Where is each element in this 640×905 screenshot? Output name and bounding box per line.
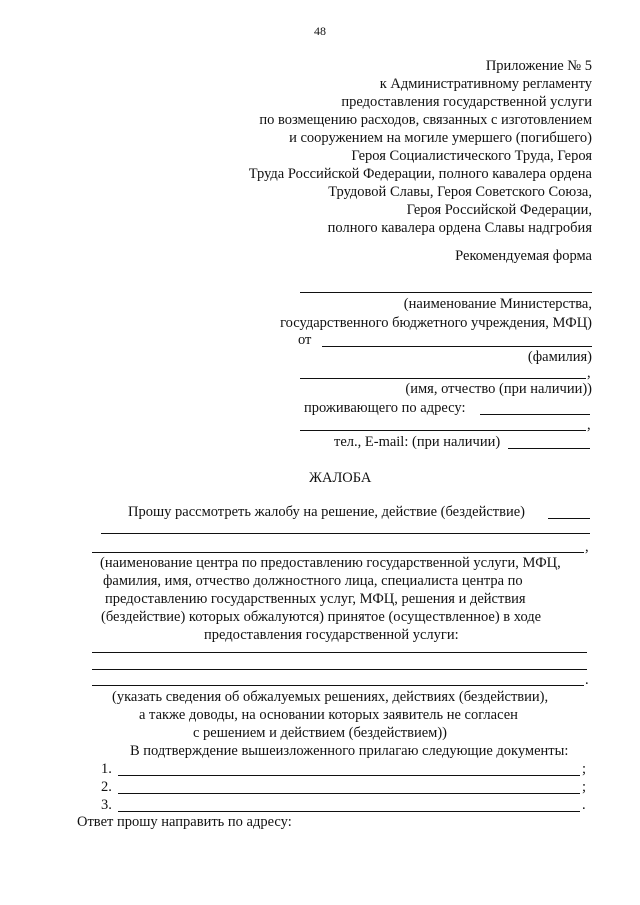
details-field-2[interactable]: [92, 669, 587, 670]
comma: ,: [585, 539, 589, 555]
address-field[interactable]: [480, 414, 590, 415]
hint-line: с решением и действием (бездействием)): [193, 725, 447, 741]
document-title: ЖАЛОБА: [309, 470, 372, 486]
address-field-2[interactable]: [300, 430, 586, 431]
hint-line: (бездействие) которых обжалуются) принятое (осуществленное) в ходе: [101, 609, 542, 625]
hint-line: (указать сведения об обжалуемых решениях, действиях (бездействии),: [112, 689, 549, 705]
ministry-hint: (наименование Министерства,: [403, 296, 592, 312]
appendix-line: Героя Российской Федерации,: [406, 202, 592, 218]
appendix-line: Приложение № 5: [485, 58, 592, 74]
name-hint: (имя, отчество (при наличии)): [405, 381, 592, 397]
surname-field[interactable]: [322, 346, 592, 347]
period: .: [585, 672, 589, 688]
appendix-line: полного кавалера ордена Славы надгробия: [327, 220, 592, 236]
appendix-line: по возмещению расходов, связанных с изготовлением: [259, 112, 592, 128]
doc-end: ;: [582, 761, 587, 777]
request-field-2[interactable]: [101, 533, 590, 534]
doc-field-2[interactable]: [118, 793, 580, 794]
doc-field-1[interactable]: [118, 775, 580, 776]
doc-end: ;: [582, 779, 587, 795]
recommended-form-label: Рекомендуемая форма: [455, 248, 592, 264]
appendix-line: Труда Российской Федерации, полного кавалера ордена: [248, 166, 592, 182]
hint-line: предоставления государственной услуги:: [204, 627, 459, 643]
doc-number: 2.: [101, 779, 112, 795]
request-field-3[interactable]: [92, 552, 584, 553]
appendix-line: Героя Социалистического Труда, Героя: [351, 148, 592, 164]
contacts-field[interactable]: [508, 448, 590, 449]
request-field[interactable]: [548, 518, 590, 519]
hint-line: предоставлению государственных услуг, МФЦ, решения и действия: [105, 591, 526, 607]
appendix-line: Трудовой Славы, Героя Советского Союза,: [328, 184, 592, 200]
doc-end: .: [582, 797, 586, 813]
attach-text: В подтверждение вышеизложенного прилагаю следующие документы:: [130, 743, 569, 759]
hint-line: а также доводы, на основании которых заявитель не согласен: [139, 707, 518, 723]
from-label: от: [298, 332, 312, 348]
comma: ,: [587, 417, 591, 433]
appendix-line: и сооружением на могиле умершего (погибшего): [289, 130, 592, 146]
reply-address-label: Ответ прошу направить по адресу:: [77, 814, 292, 830]
residing-label: проживающего по адресу:: [304, 400, 466, 416]
request-text: Прошу рассмотреть жалобу на решение, действие (бездействие): [128, 504, 525, 520]
page-number: 48: [314, 24, 326, 38]
comma: ,: [587, 365, 591, 381]
contacts-label: тел., E-mail: (при наличии): [334, 434, 501, 450]
doc-number: 1.: [101, 761, 112, 777]
name-field[interactable]: [300, 378, 586, 379]
hint-line: (наименование центра по предоставлению государственной услуги, МФЦ,: [100, 555, 561, 571]
doc-field-3[interactable]: [118, 811, 580, 812]
ministry-field[interactable]: [300, 292, 592, 293]
details-field[interactable]: [92, 652, 587, 653]
hint-line: фамилия, имя, отчество должностного лица, специалиста центра по: [103, 573, 523, 589]
surname-hint: (фамилия): [527, 349, 592, 365]
doc-number: 3.: [101, 797, 112, 813]
appendix-line: предоставления государственной услуги: [341, 94, 592, 110]
details-field-3[interactable]: [92, 685, 584, 686]
ministry-hint: государственного бюджетного учреждения, МФЦ): [280, 315, 592, 331]
appendix-line: к Административному регламенту: [379, 76, 592, 92]
